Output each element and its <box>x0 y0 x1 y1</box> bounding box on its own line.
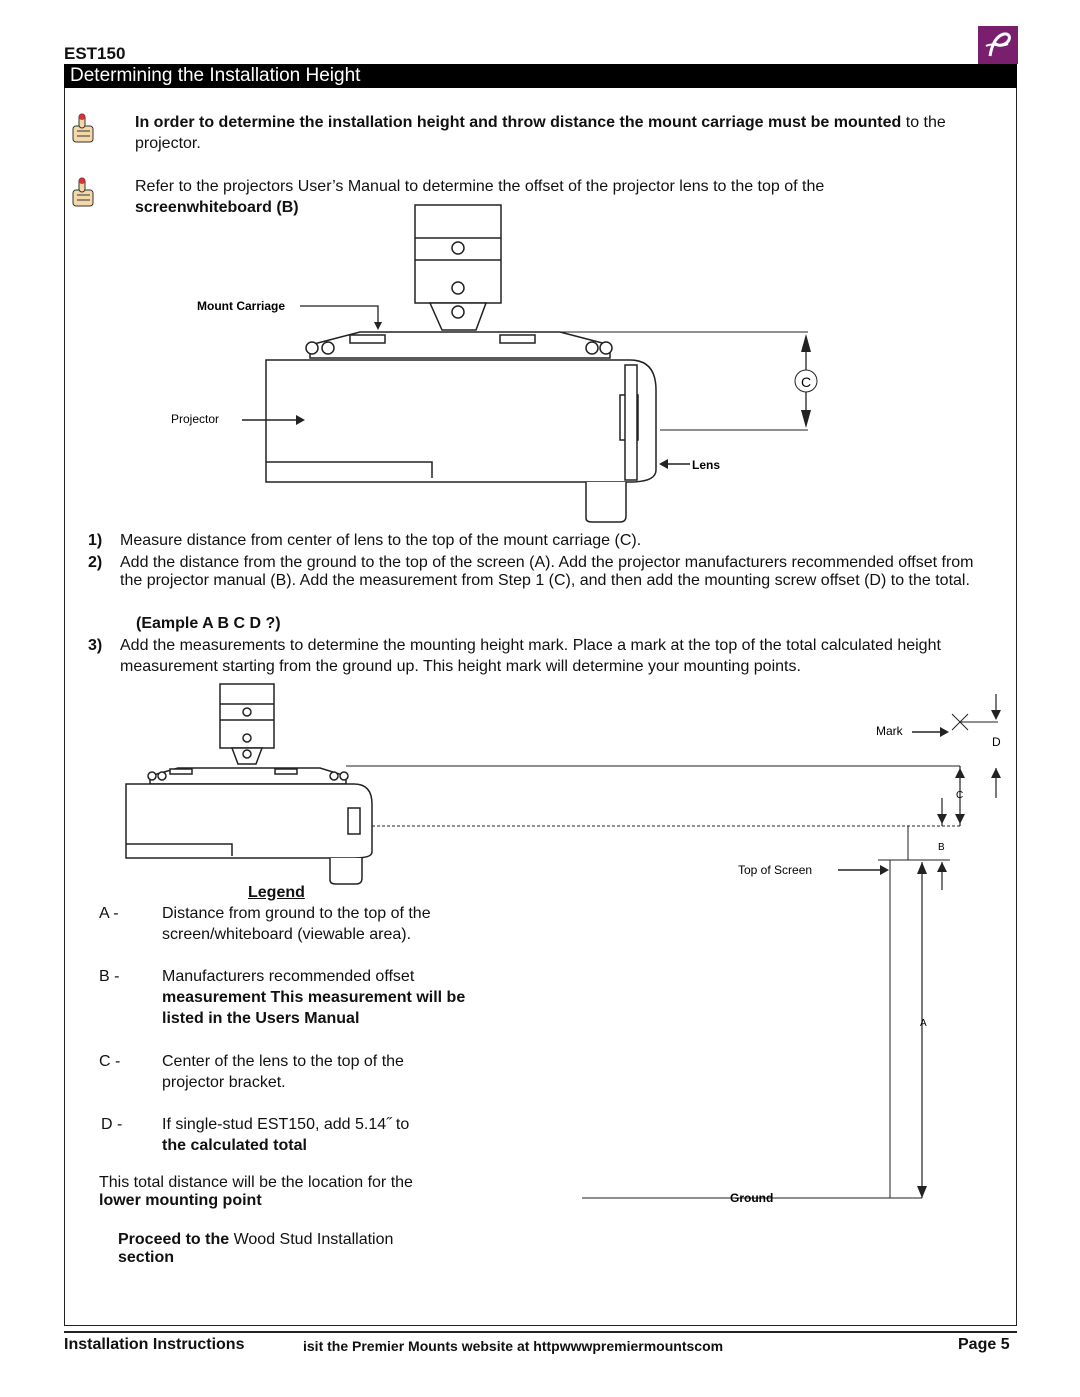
model-number: EST150 <box>64 44 126 63</box>
example-formula: (Eample A B C D ?) <box>136 615 281 632</box>
top-of-screen-label: Top of Screen <box>738 863 813 877</box>
note-1-bold: In order to determine the installation height and throw distance the mount carriage must be mounted <box>135 114 902 131</box>
premier-logo-icon <box>978 26 1018 64</box>
projector-mount-diagram <box>160 200 860 530</box>
legend-item-d <box>162 1114 462 1156</box>
b-dimension-label: B <box>938 842 945 853</box>
legend-key-d: D - <box>101 1116 123 1133</box>
footer-website[interactable]: isit the Premier Mounts website at httpwwwpremiermountscom <box>303 1338 724 1354</box>
legend-text-b: Manufacturers recommended offset <box>162 968 415 985</box>
step-3-text: Add the measurements to determine the mounting height mark. Place a mark at the top of the total calculated height measurement starting from the ground up. This height mark will determine your mounting points. <box>120 637 941 675</box>
total-note-text: This total distance will be the location for the <box>99 1174 413 1191</box>
projector-label: Projector <box>171 412 220 426</box>
step-1 <box>88 530 988 551</box>
legend-title: Legend <box>248 884 305 901</box>
step-3 <box>88 635 988 677</box>
legend-bold-d: the calculated total <box>162 1137 307 1154</box>
ground-label: Ground <box>730 1191 774 1205</box>
step-3-number: 3) <box>88 637 103 654</box>
legend-key-c: C - <box>99 1053 121 1070</box>
footer-doc-type: Installation Instructions <box>64 1336 245 1353</box>
c-dimension-label: C <box>801 374 812 390</box>
total-note <box>99 1174 479 1210</box>
total-note-bold: lower mounting point <box>99 1192 262 1209</box>
lens-label: Lens <box>692 458 721 472</box>
step-2 <box>88 554 988 590</box>
legend-key-a: A - <box>99 905 119 922</box>
footer-page-number: Page 5 <box>958 1336 1010 1353</box>
step-2-number: 2) <box>88 554 103 571</box>
proceed-link[interactable]: Wood Stud Installation <box>233 1231 394 1248</box>
page-title: Determining the Installation Height <box>64 64 1017 88</box>
mark-label: Mark <box>876 724 903 738</box>
proceed-bold-2: section <box>118 1249 175 1266</box>
step-1-number: 1) <box>88 532 103 549</box>
finger-note-icon <box>70 176 96 208</box>
legend-key-b: B - <box>99 968 120 985</box>
a-dimension-label: A <box>920 1018 927 1029</box>
legend-text-a: Distance from ground to the top of the screen/whiteboard (viewable area). <box>162 905 431 943</box>
step-1-text: Measure distance from center of lens to the top of the mount carriage (C). <box>120 532 642 549</box>
finger-note-icon <box>70 112 96 144</box>
note-1 <box>135 112 995 154</box>
mount-carriage-label: Mount Carriage <box>197 299 286 313</box>
legend-item-b <box>162 966 472 1029</box>
legend-text-c: Center of the lens to the top of the projector bracket. <box>162 1053 404 1091</box>
note-1-text: to the projector. <box>135 114 946 152</box>
footer-rule <box>64 1331 1017 1333</box>
c-dimension-label-2: C <box>956 790 964 801</box>
proceed-bold: Proceed to the <box>118 1231 230 1248</box>
legend-bold-b: measurement This measurement will be listed in the Users Manual <box>162 989 466 1027</box>
step-2-text: Add the distance from the ground to the top of the screen (A). Add the projector manufacturers recommended offset from the projector manual (B). Add the measurement from Step 1 (C), and then add the mounting screw offset (D) to the total. <box>120 554 974 589</box>
d-dimension-label: D <box>992 735 1001 749</box>
legend-text-d: If single-stud EST150, add 5.14˝ to <box>162 1116 410 1133</box>
note-2-bold: screenwhiteboard (B) <box>135 199 299 216</box>
proceed-note <box>118 1231 458 1267</box>
note-2-text: Refer to the projectors User’s Manual to determine the offset of the projector lens to the top of the <box>135 178 825 195</box>
